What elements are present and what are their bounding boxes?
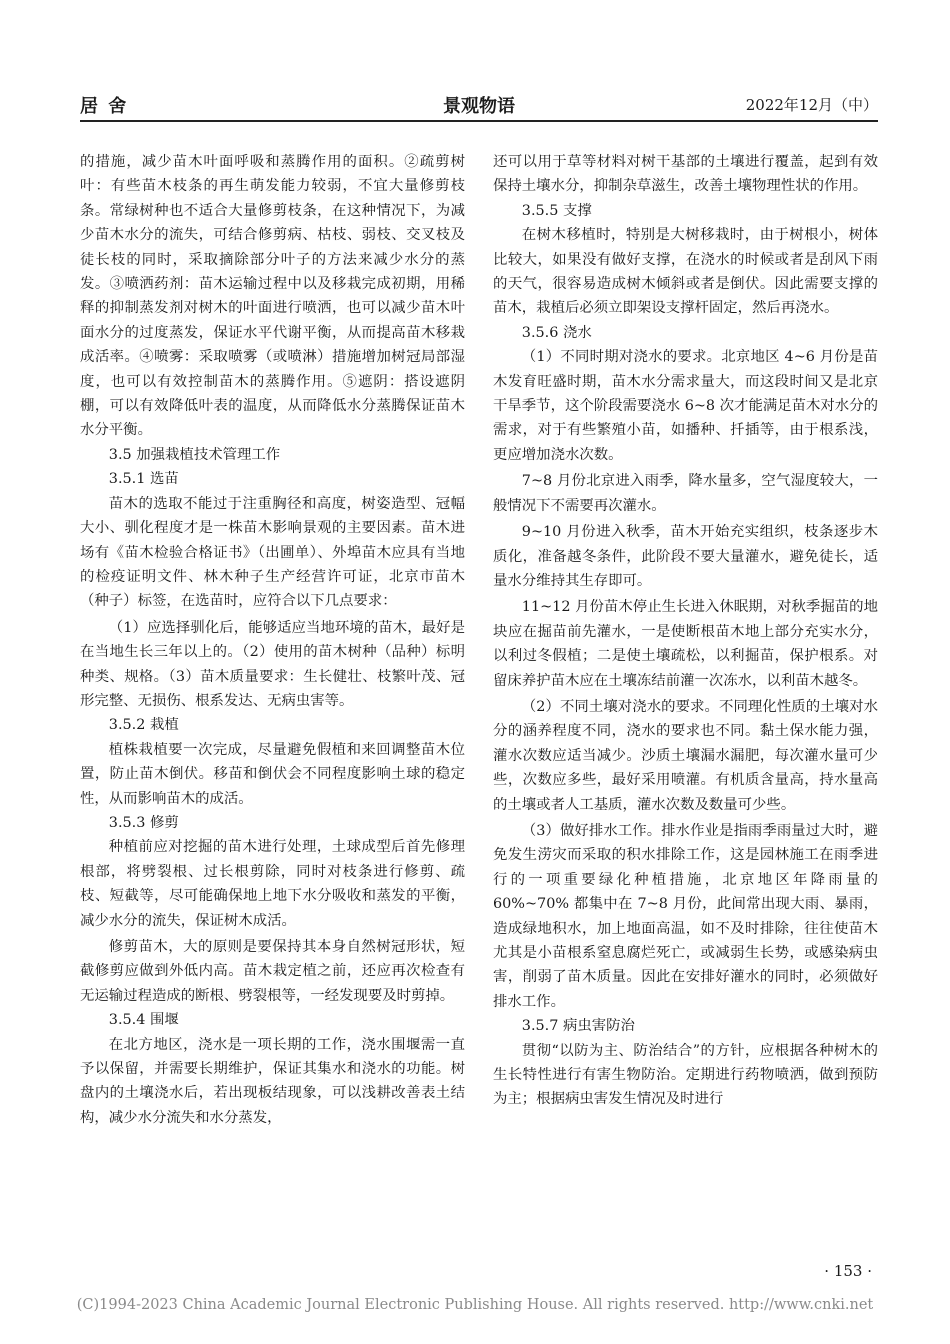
paragraph: （2）不同土壤对浇水的要求。不同理化性质的土壤对水分的涵养程度不同，浇水的要求也不同。黏土保水能力强，灌水次数应适当减少。沙质土壤漏水漏肥，每次灌水量可少些，次数应多些，最好采用喷灌。有机质含量高，持水量高的土壤或者人工基质，灌水次数及数量可少些。 bbox=[493, 698, 878, 813]
paragraph: 贯彻“以防为主、防治结合”的方针，应根据各种树木的生长特性进行有害生物防治。定期进行药物喷洒，做到预防为主；根据病虫害发生情况及时进行 bbox=[493, 1042, 878, 1108]
issue-date: 2022年12月（中） bbox=[745, 96, 878, 114]
paragraph: （3）做好排水工作。排水作业是指雨季雨量过大时，避免发生涝灾而采取的积水排除工作，这是园林施工在雨季进行的一项重要绿化种植措施，北京地区年降雨量的 60%~70% 都集中在 7~8 月份，此间常出现大雨、暴雨，造成绿地积水，加上地面高温，如不及时排除，往往使苗木尤其是小苗根系窒息腐烂死亡，或减弱生长势，或感染病虫害，削弱了苗木质量。因此在安排好灌水的同时，必须做好排水工作。 bbox=[493, 822, 878, 1010]
paragraph: 植株栽植要一次完成，尽量避免假植和来回调整苗木位置，防止苗木倒伏。移苗和倒伏会不同程度影响土球的稳定性，从而影响苗木的成活。 bbox=[80, 741, 465, 807]
paragraph: 11~12 月份苗木停止生长进入休眠期，对秋季掘苗的地块应在掘苗前先灌水，一是使断根苗木地上部分充实水分，以利过冬假植；二是使土壤疏松，以利掘苗，保护根系。对留床养护苗木应在土壤冻结前灌一次冻水，以利苗木越冬。 bbox=[493, 599, 878, 689]
subsection-heading: 3.5.2 栽植 bbox=[108, 717, 179, 734]
copyright-footer: (C)1994-2023 China Academic Journal Electronic Publishing House. All rights reserved. http://www.cnki.net bbox=[76, 1297, 874, 1313]
paragraph: （1）应选择驯化后，能够适应当地环境的苗木，最好是在当地生长三年以上的。（2）使用的苗木树种（品种）标明种类、规格。（3）苗木质量要求：生长健壮、枝繁叶茂、冠形完整、无损伤、根系发达、无病虫害等。 bbox=[80, 619, 465, 709]
paragraph: 的措施，减少苗木叶面呼吸和蒸腾作用的面积。②疏剪树叶：有些苗木枝条的再生萌发能力较弱，不宜大量修剪枝条。常绿树种也不适合大量修剪枝条，在这种情况下，为减少苗木水分的流失，可结合修剪病、枯枝、弱枝、交叉枝及徒长枝的同时，采取摘除部分叶子的方法来减少水分的蒸发。③喷洒药剂：苗木运输过程中以及移栽完成初期，用稀释的抑制蒸发剂对树木的叶面进行喷洒，也可以减少苗木叶面水分的过度蒸发，保证水平代谢平衡，从而提高苗木移栽成活率。④喷雾：采取喷雾（或喷淋）措施增加树冠局部湿度，也可以有效控制苗木的蒸腾作用。⑤遮阴：搭设遮阴棚，可以有效降低叶表的温度，从而降低水分蒸腾保证苗木水分平衡。 bbox=[80, 154, 465, 439]
page-header bbox=[80, 88, 878, 122]
paragraph: 9~10 月份进入秋季，苗木开始充实组织，枝条逐步木质化，准备越冬条件，此阶段不要大量灌水，避免徒长，适量水分维持其生存即可。 bbox=[493, 524, 878, 589]
section-title: 景观物语 bbox=[443, 96, 515, 117]
paragraph: 修剪苗木，大的原则是要保持其本身自然树冠形状，短截修剪应做到外低内高。苗木栽定植之前，还应再次检查有无运输过程造成的断根、劈裂根等，一经发现要及时剪掉。 bbox=[80, 939, 465, 1004]
subsection-heading: 3.5.7 病虫害防治 bbox=[521, 1018, 635, 1035]
section-heading: 3.5 加强栽植技术管理工作 bbox=[108, 446, 281, 463]
subsection-heading: 3.5.1 选苗 bbox=[108, 471, 179, 488]
journal-name: 居 舍 bbox=[80, 96, 129, 117]
subsection-heading: 3.5.6 浇水 bbox=[521, 324, 592, 341]
paragraph: （1）不同时期对浇水的要求。北京地区 4~6 月份是苗木发育旺盛时期，苗木水分需求量大，而这段时间又是北京干旱季节，这个阶段需要浇水 6~8 次才能满足苗木对水分的需求，对于有些繁殖小苗，如播种、扦插等，由于根系浅，更应增加浇水次数。 bbox=[493, 349, 878, 463]
paragraph: 7~8 月份北京进入雨季，降水量多，空气湿度较大，一般情况下不需要再次灌水。 bbox=[493, 473, 878, 514]
page-number: · 153 · bbox=[824, 1262, 872, 1280]
paragraph: 还可以用于草等材料对树干基部的土壤进行覆盖，起到有效保持土壤水分，抑制杂草滋生，改善土壤物理性状的作用。 bbox=[493, 154, 878, 195]
right-column bbox=[493, 150, 878, 1112]
paragraph: 在树木移植时，特别是大树移栽时，由于树根小，树体比较大，如果没有做好支撑，在浇水的时候或者是刮风下雨的天气，很容易造成树木倾斜或者是倒伏。因此需要支撑的苗木，栽植后必须立即架设支撑杆固定，然后再浇水。 bbox=[493, 227, 878, 317]
paragraph: 在北方地区，浇水是一项长期的工作，浇水围堰需一直予以保留，并需要长期维护，保证其集水和浇水的功能。树盘内的土壤浇水后，若出现板结现象，可以浅耕改善表土结构，减少水分流失和水分蒸发， bbox=[80, 1036, 465, 1126]
paragraph: 苗木的选取不能过于注重胸径和高度，树姿造型、冠幅大小、驯化程度才是一株苗木影响景观的主要因素。苗木进场有《苗木检验合格证书》（出圃单）、外埠苗木应具有当地的检疫证明文件、林木种子生产经营许可证，北京市苗木（种子）标签，在选苗时，应符合以下几点要求： bbox=[80, 495, 465, 610]
left-column bbox=[80, 150, 465, 1130]
subsection-heading: 3.5.5 支撑 bbox=[521, 202, 592, 219]
subsection-heading: 3.5.4 围堰 bbox=[108, 1012, 179, 1029]
subsection-heading: 3.5.3 修剪 bbox=[108, 814, 179, 831]
paragraph: 种植前应对挖掘的苗木进行处理，土球成型后首先修理根部，将劈裂根、过长根剪除，同时对枝条进行修剪、疏枝、短截等，尽可能确保地上地下水分吸收和蒸发的平衡，减少水分的流失，保证树木成活。 bbox=[80, 839, 465, 929]
